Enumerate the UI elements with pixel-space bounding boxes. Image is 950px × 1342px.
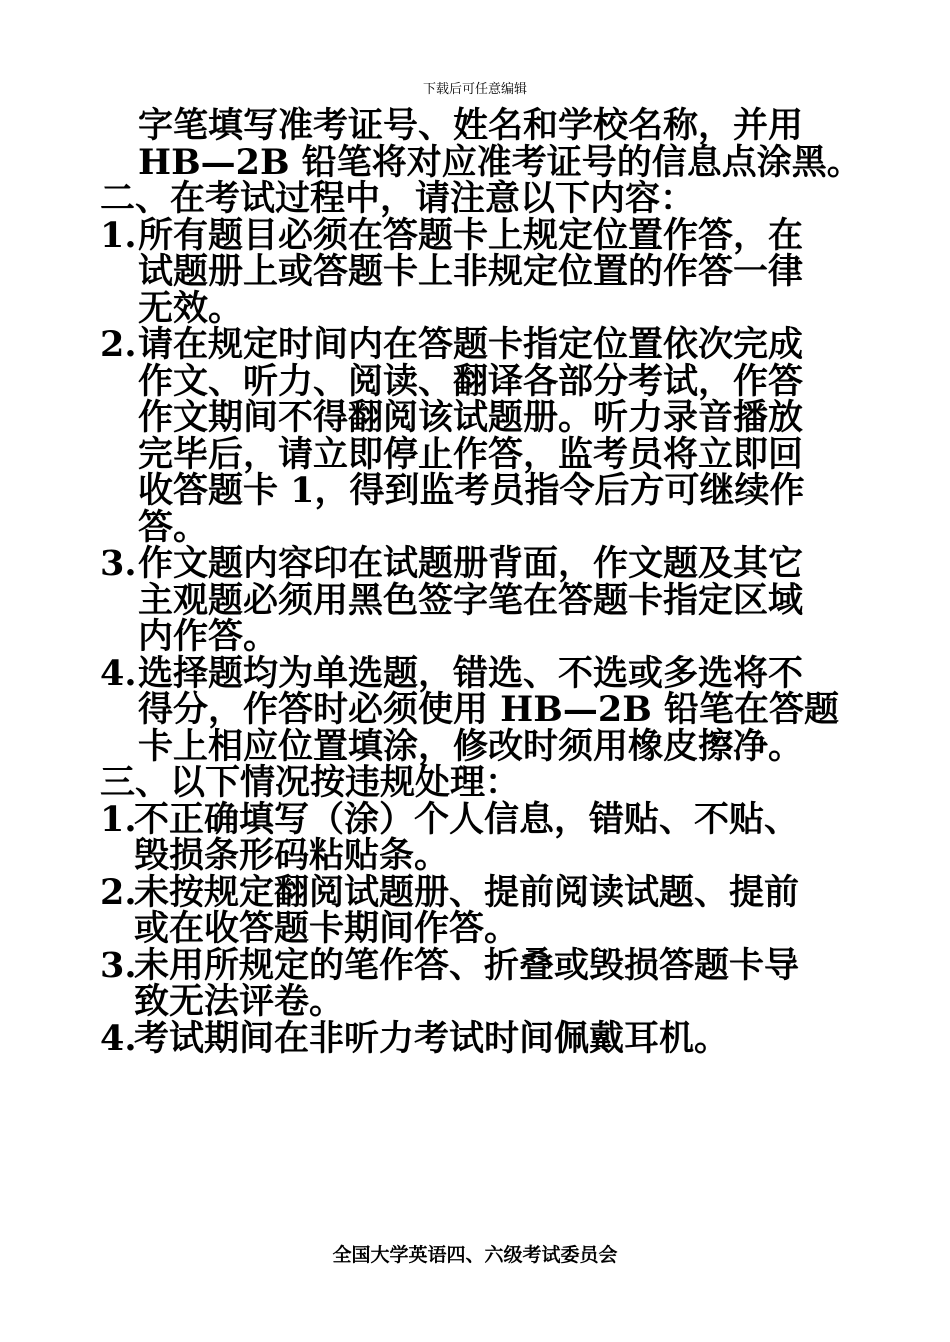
text-line: 或在收答题卡期间作答。 [134, 908, 520, 949]
list-item-text: 作文题内容印在试题册背面，作文题及其它 [138, 543, 804, 584]
text-line: 内作答。 [138, 616, 279, 657]
text-line [100, 1017, 860, 1059]
text-line: 二、在考试过程中，请注意以下内容： [100, 178, 696, 219]
text-line [100, 652, 860, 694]
list-number: 2. [100, 324, 137, 365]
text-line: 作文期间不得翻阅该试题册。听力录音播放 [138, 397, 804, 438]
list-item-text: 选择题均为单选题，错选、不选或多选将不 [138, 652, 804, 694]
text-line: 作文、听力、阅读、翻译各部分考试，作答 [138, 360, 804, 402]
text-line: 三、以下情况按违规处理： [100, 762, 521, 803]
text-line: 致无法评卷。 [134, 981, 345, 1022]
text-line [100, 324, 860, 365]
list-item-text: 所有题目必须在答题卡上规定位置作答，在 [138, 214, 804, 256]
text-line: 毁损条形码粘贴条。 [134, 835, 450, 876]
text-line: HB—2B 铅笔将对应准考证号的信息点涂黑。 [138, 141, 862, 183]
list-number: 2. [100, 871, 137, 913]
text-line: 试题册上或答题卡上非规定位置的作答一律 [138, 251, 804, 292]
text-line: 无效。 [138, 287, 244, 329]
text-line [100, 871, 860, 913]
text-line [100, 798, 860, 840]
text-line: 得分，作答时必须使用 HB—2B 铅笔在答题 [138, 689, 839, 730]
list-number: 1. [100, 214, 137, 256]
list-item-text: 未按规定翻阅试题册、提前阅读试题、提前 [134, 871, 800, 913]
text-line: 卡上相应位置填涂，修改时须用橡皮擦净。 [138, 725, 804, 767]
list-item-text: 请在规定时间内在答题卡指定位置依次完成 [138, 324, 804, 365]
list-number: 3. [100, 543, 137, 584]
text-line: 答。 [138, 506, 209, 548]
text-line: 主观题必须用黑色签字笔在答题卡指定区域 [138, 579, 804, 621]
text-line [100, 543, 860, 584]
text-line [100, 214, 860, 256]
list-item-text: 不正确填写（涂）个人信息，错贴、不贴、 [134, 798, 800, 840]
list-number: 4. [100, 652, 137, 694]
text-line [100, 944, 860, 986]
text-line: 完毕后，请立即停止作答，监考员将立即回 [138, 433, 804, 475]
text-line: 收答题卡 1，得到监考员指令后方可继续作 [138, 470, 805, 511]
text-line: 字笔填写准考证号、姓名和学校名称，并用 [138, 105, 804, 146]
page-header: 下载后可任意编辑 [422, 82, 527, 97]
list-item-text: 考试期间在非听力考试时间佩戴耳机。 [134, 1017, 730, 1059]
list-number: 1. [100, 798, 137, 840]
document-body [100, 105, 862, 1059]
list-number: 3. [100, 944, 137, 986]
list-item-text: 未用所规定的笔作答、折叠或毁损答题卡导 [134, 944, 800, 986]
list-number: 4. [100, 1017, 137, 1059]
page-footer: 全国大学英语四、六级考试委员会 [332, 1244, 618, 1266]
